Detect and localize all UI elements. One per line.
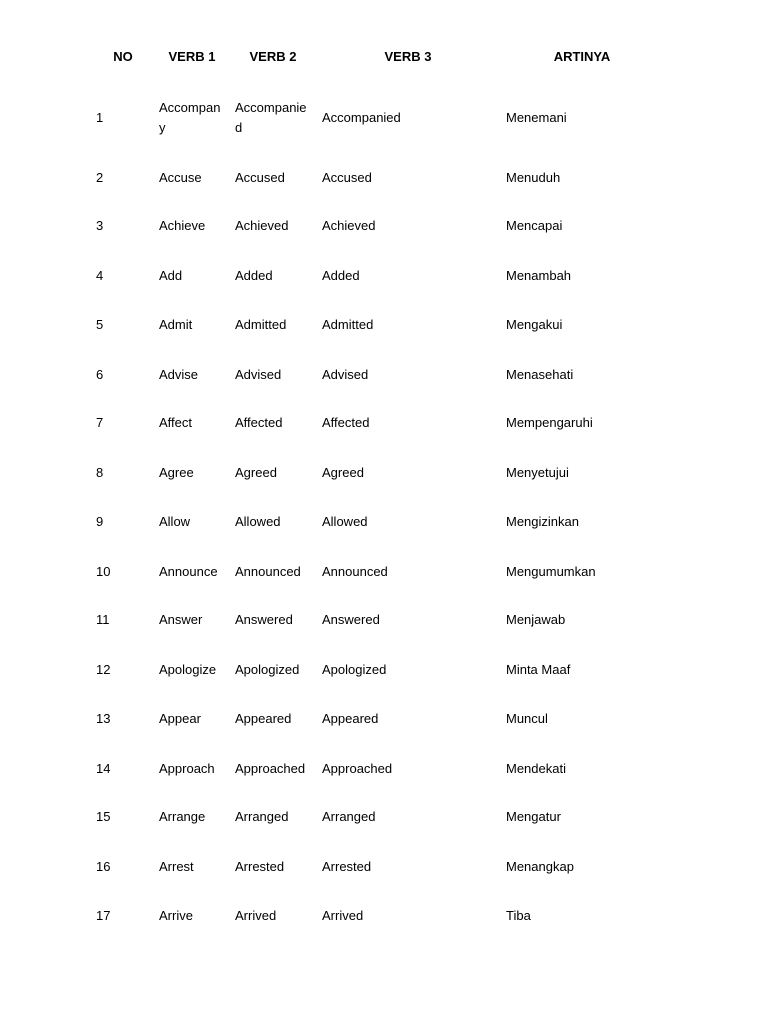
cell-verb3: Arrested [322, 859, 372, 874]
cell-verb1: Achieve [159, 218, 206, 233]
cell-verb2: Advised [235, 367, 282, 382]
cell-verb3: Announced [322, 564, 388, 579]
table-row [0, 650, 768, 690]
cell-verb1: Add [159, 268, 183, 283]
table-row [0, 749, 768, 789]
cell-artinya: Tiba [506, 908, 531, 923]
table-row [0, 896, 768, 936]
table-row [0, 797, 768, 837]
cell-verb2: Arranged [235, 809, 289, 824]
cell-no: 11 [96, 612, 110, 627]
cell-no: 7 [96, 415, 104, 430]
cell-artinya: Mengizinkan [506, 514, 579, 529]
table-row [0, 699, 768, 739]
table-row [0, 206, 768, 246]
cell-artinya: Muncul [506, 711, 548, 726]
cell-no: 10 [96, 564, 111, 579]
cell-verb3: Allowed [322, 514, 368, 529]
cell-verb2: Arrested [235, 859, 285, 874]
cell-verb2: Achieved [235, 218, 289, 233]
cell-artinya: Mencapai [506, 218, 563, 233]
cell-no: 14 [96, 761, 111, 776]
header-verb3: VERB 3 [384, 49, 432, 64]
cell-verb1: Approach [159, 761, 215, 776]
header-artinya: ARTINYA [553, 49, 611, 64]
table-row [0, 847, 768, 887]
cell-verb1: Admit [159, 317, 193, 332]
cell-verb3: Arranged [322, 809, 376, 824]
cell-verb2: Admitted [235, 317, 287, 332]
table-row [0, 355, 768, 395]
cell-verb2: Arrived [235, 908, 277, 923]
cell-verb1: Agree [159, 465, 194, 480]
cell-verb3: Affected [322, 415, 370, 430]
cell-no: 13 [96, 711, 111, 726]
cell-verb1: Arrange [159, 809, 206, 824]
table-row [0, 305, 768, 345]
cell-verb1: Accompany [159, 100, 221, 135]
cell-verb2: Answered [235, 612, 293, 627]
cell-no: 9 [96, 514, 104, 529]
cell-verb3: Apologized [322, 662, 387, 677]
cell-verb3: Achieved [322, 218, 376, 233]
cell-no: 5 [96, 317, 104, 332]
cell-artinya: Menuduh [506, 170, 561, 185]
cell-verb3: Advised [322, 367, 369, 382]
cell-no: 15 [96, 809, 111, 824]
cell-verb2: Accompanied [235, 100, 307, 135]
cell-verb1: Apologize [159, 662, 217, 677]
cell-artinya: Menemani [506, 110, 567, 125]
cell-artinya: Mengakui [506, 317, 563, 332]
cell-verb3: Agreed [322, 465, 364, 480]
table-row [0, 552, 768, 592]
cell-no: 6 [96, 367, 104, 382]
cell-verb1: Allow [159, 514, 191, 529]
cell-artinya: Mempengaruhi [506, 415, 593, 430]
cell-verb2: Apologized [235, 662, 300, 677]
cell-verb2: Announced [235, 564, 301, 579]
header-verb2: VERB 2 [249, 49, 297, 64]
cell-verb3: Appeared [322, 711, 379, 726]
cell-artinya: Mengatur [506, 809, 561, 824]
table-row [0, 403, 768, 443]
cell-verb2: Allowed [235, 514, 281, 529]
cell-verb3: Added [322, 268, 360, 283]
cell-artinya: Menasehati [506, 367, 574, 382]
cell-artinya: Minta Maaf [506, 662, 571, 677]
cell-artinya: Menjawab [506, 612, 566, 627]
table-row [0, 256, 768, 296]
cell-artinya: Mendekati [506, 761, 566, 776]
cell-verb2: Agreed [235, 465, 277, 480]
cell-verb2: Appeared [235, 711, 292, 726]
cell-verb1: Answer [159, 612, 203, 627]
cell-artinya: Menyetujui [506, 465, 569, 480]
cell-no: 12 [96, 662, 111, 677]
cell-no: 1 [96, 110, 104, 125]
cell-verb1: Affect [159, 415, 193, 430]
table-row [0, 158, 768, 198]
cell-verb2: Added [235, 268, 273, 283]
table-row [0, 453, 768, 493]
cell-verb3: Arrived [322, 908, 364, 923]
cell-no: 17 [96, 908, 111, 923]
header-no: NO [113, 49, 133, 64]
cell-no: 16 [96, 859, 111, 874]
table-row [0, 600, 768, 640]
cell-no: 8 [96, 465, 104, 480]
cell-artinya: Mengumumkan [506, 564, 596, 579]
table-row [0, 98, 768, 138]
cell-no: 3 [96, 218, 104, 233]
cell-verb2: Affected [235, 415, 283, 430]
cell-verb1: Advise [159, 367, 199, 382]
cell-no: 2 [96, 170, 104, 185]
cell-verb1: Arrive [159, 908, 193, 923]
cell-verb3: Approached [322, 761, 393, 776]
cell-verb1: Appear [159, 711, 201, 726]
cell-verb3: Answered [322, 612, 380, 627]
cell-verb1: Announce [159, 564, 218, 579]
cell-verb3: Accompanied [322, 110, 401, 125]
cell-verb2: Approached [235, 761, 306, 776]
cell-artinya: Menangkap [506, 859, 574, 874]
cell-artinya: Menambah [506, 268, 572, 283]
table-row [0, 502, 768, 542]
header-verb1: VERB 1 [168, 49, 216, 64]
cell-verb2: Accused [235, 170, 285, 185]
cell-verb1: Accuse [159, 170, 202, 185]
cell-verb3: Admitted [322, 317, 374, 332]
cell-verb1: Arrest [159, 859, 194, 874]
cell-verb3: Accused [322, 170, 372, 185]
cell-no: 4 [96, 268, 104, 283]
